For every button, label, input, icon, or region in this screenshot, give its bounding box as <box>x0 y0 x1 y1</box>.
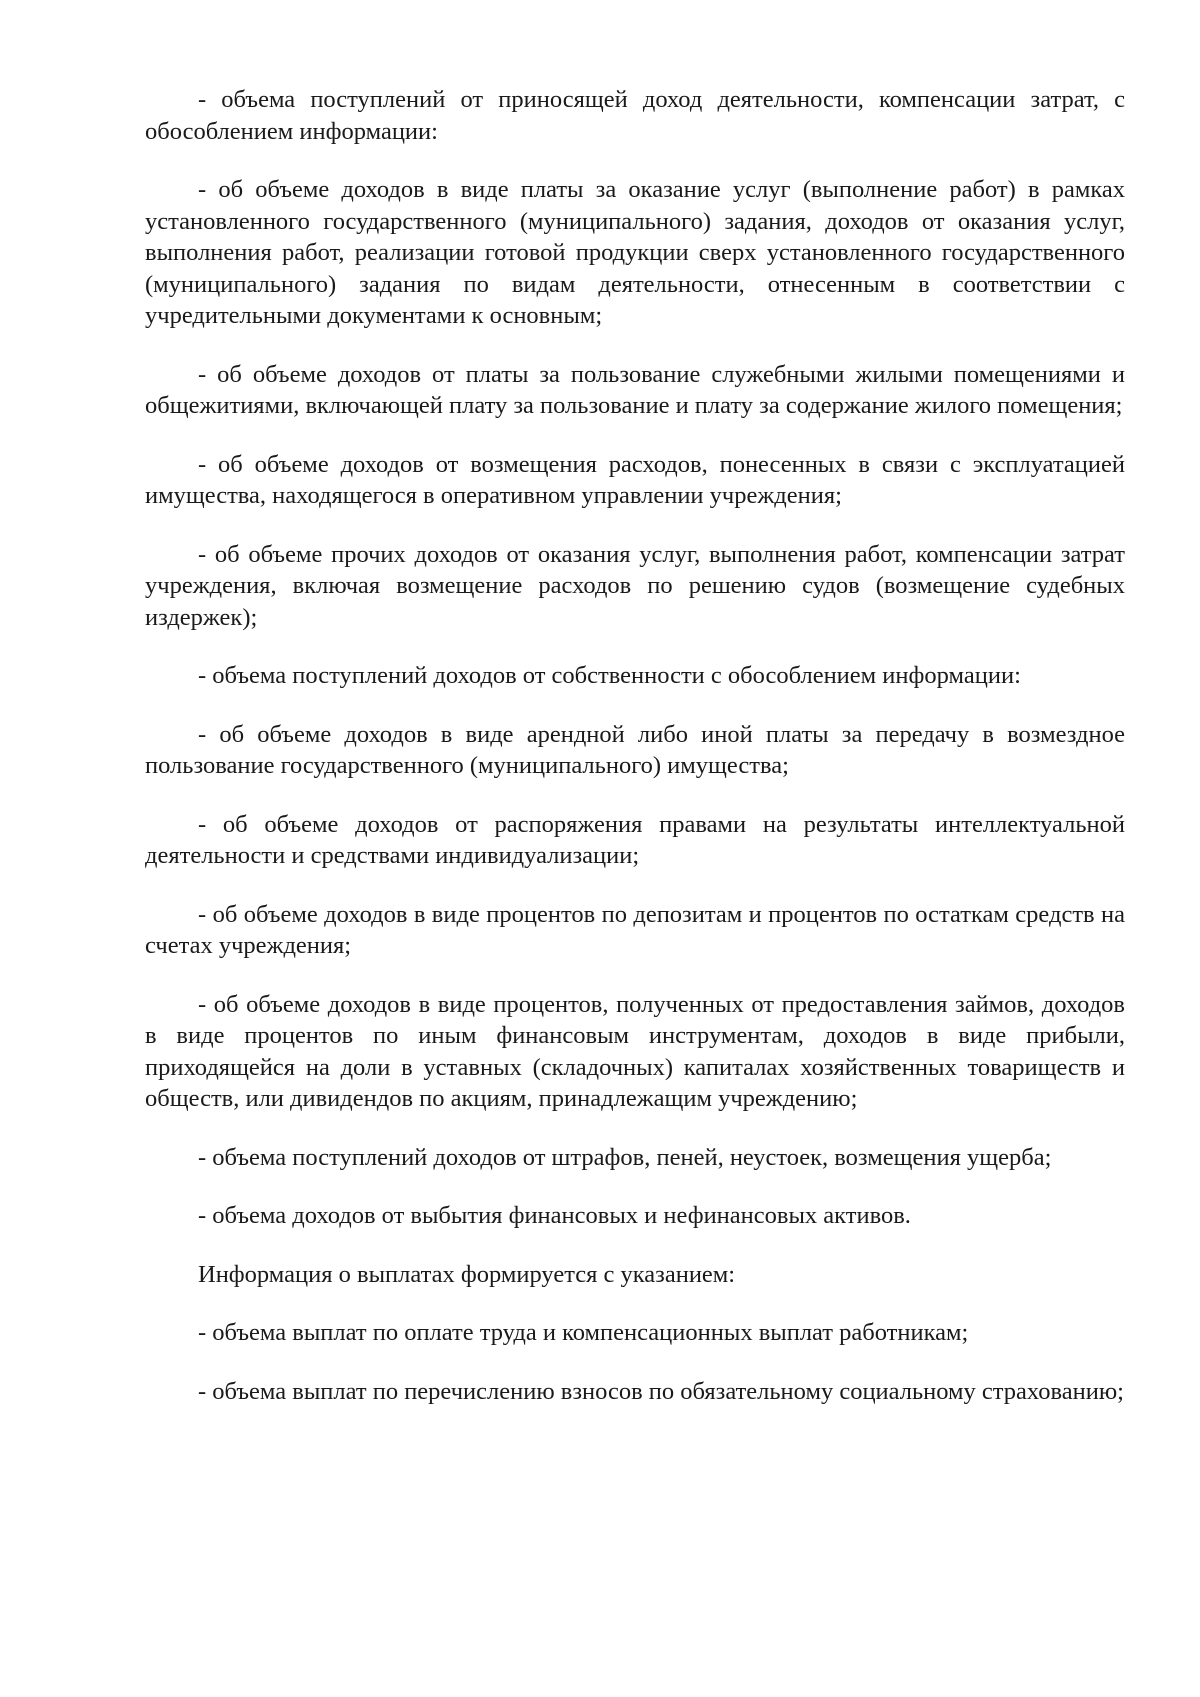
paragraph-payments-info: Информация о выплатах формируется с указанием: <box>198 1260 736 1288</box>
paragraph-housing-fees: - об объеме доходов от платы за пользование служебными жилыми помещениями и общежитиями, включающей плату за пользование и плату за содержание жилого помещения; <box>145 360 1125 419</box>
paragraph-social-insurance: - объема выплат по перечислению взносов по обязательному социальному страхованию; <box>198 1377 1124 1405</box>
paragraph-other-income: - об объеме прочих доходов от оказания услуг, выполнения работ, компенсации затрат учреждения, включая возмещение расходов по решению судов (возмещение судебных издержек); <box>145 540 1125 631</box>
paragraph-payroll: - объема выплат по оплате труда и компенсационных выплат работникам; <box>198 1319 969 1346</box>
document-body <box>145 84 1125 1407</box>
paragraph-asset-disposal: - объема доходов от выбытия финансовых и нефинансовых активов. <box>198 1202 911 1229</box>
paragraph-rent-income: - об объеме доходов в виде арендной либо иной платы за передачу в возмездное пользование государственного (муниципального) имущества; <box>145 720 1125 779</box>
paragraph-income-from-activities: - объема поступлений от приносящей доход деятельности, компенсации затрат, с обособлением информации: <box>145 86 1125 145</box>
paragraph-property-income: - объема поступлений доходов от собственности с обособлением информации: <box>198 662 1021 689</box>
paragraph-intellectual-property-income: - об объеме доходов от распоряжения правами на результаты интеллектуальной деятельности и средствами индивидуализации; <box>145 810 1125 869</box>
paragraph-fines-penalties: - объема поступлений доходов от штрафов, пеней, неустоек, возмещения ущерба; <box>198 1143 1052 1171</box>
paragraph-property-expense-reimbursement: - об объеме доходов от возмещения расходов, понесенных в связи с эксплуатацией имущества, находящегося в оперативном управлении учреждения; <box>145 450 1125 509</box>
paragraph-service-fees: - об объеме доходов в виде платы за оказание услуг (выполнение работ) в рамках установленного государственного (муниципального) задания, доходов от оказания услуг, выполнения работ, реализации готовой продукции сверх установленного государственного (муниципального) задания по видам деятельности, отнесенным в соответствии с учредительными документами к основным; <box>145 176 1125 329</box>
paragraph-loan-interest-dividends: - об объеме доходов в виде процентов, полученных от предоставления займов, доходов в виде процентов по иным финансовым инструментам, доходов в виде прибыли, приходящейся на доли в уставных (складочных) капиталах хозяйственных товариществ и обществ, или дивидендов по акциям, принадлежащим учреждению; <box>145 990 1125 1112</box>
paragraph-deposit-interest: - об объеме доходов в виде процентов по депозитам и процентов по остаткам средств на счетах учреждения; <box>145 900 1125 959</box>
